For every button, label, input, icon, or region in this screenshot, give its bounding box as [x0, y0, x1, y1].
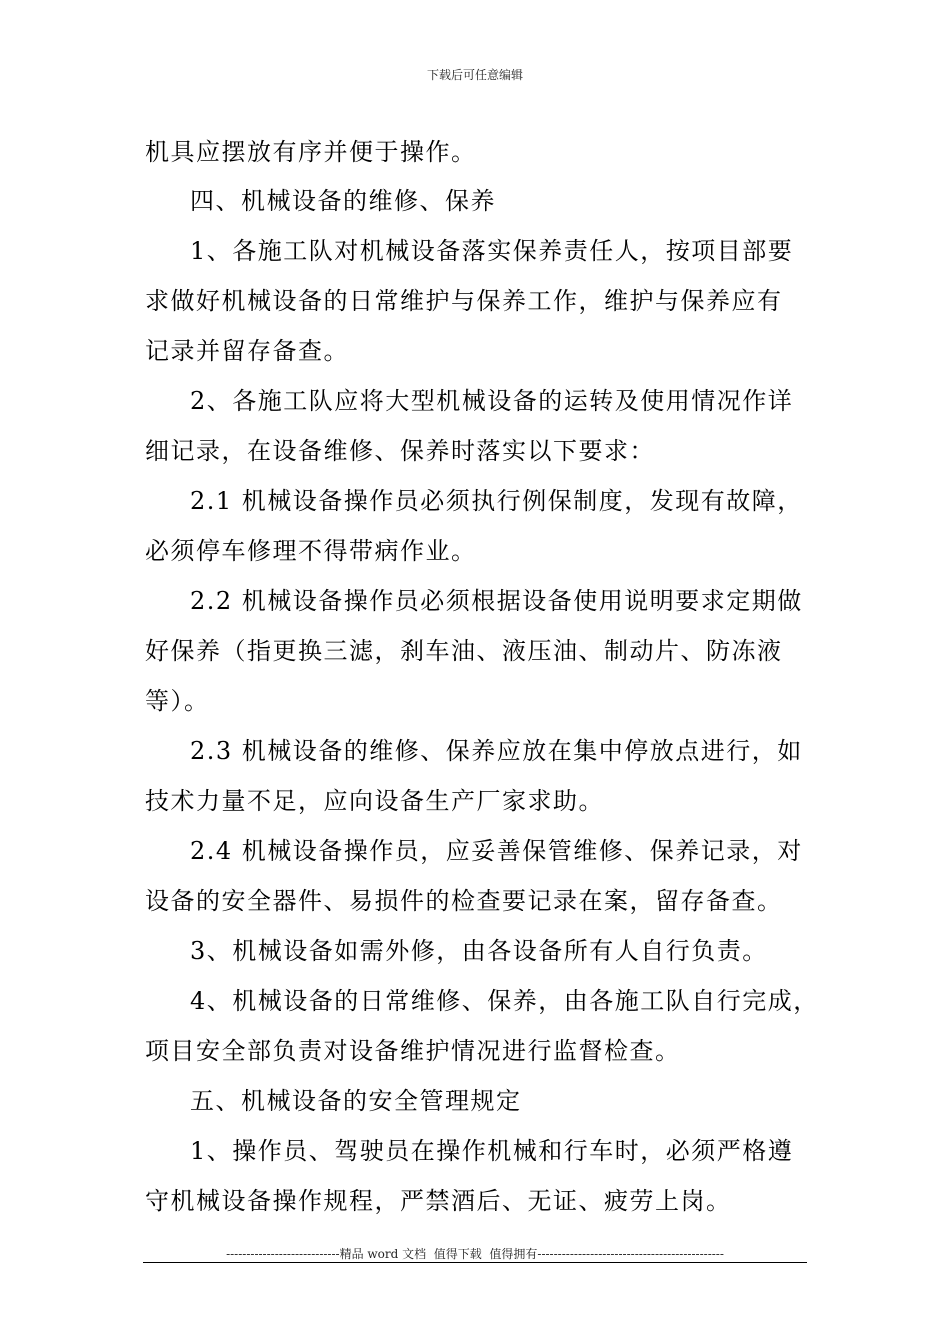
body-line: 2.3 机械设备的维修、保养应放在集中停放点进行，如: [190, 737, 803, 765]
body-line: 守机械设备操作规程，严禁酒后、无证、疲劳上岗。: [145, 1187, 732, 1215]
body-line: 机具应摆放有序并便于操作。: [145, 138, 477, 166]
body-line: 必须停车修理不得带病作业。: [145, 537, 477, 565]
body-line: 1、各施工队对机械设备落实保养责任人，按项目部要: [190, 237, 794, 265]
body-line: 2.1 机械设备操作员必须执行例保制度，发现有故障，: [190, 487, 803, 515]
body-line: 3、机械设备如需外修，由各设备所有人自行负责。: [190, 937, 768, 965]
body-line: 技术力量不足，应向设备生产厂家求助。: [145, 787, 604, 815]
body-line: 1、操作员、驾驶员在操作机械和行车时，必须严格遵: [190, 1137, 794, 1165]
body-line: 2、各施工队应将大型机械设备的运转及使用情况作详: [190, 387, 794, 415]
body-line: 求做好机械设备的日常维护与保养工作，维护与保养应有: [145, 287, 783, 315]
body-line: 记录并留存备查。: [145, 337, 349, 365]
body-line: 好保养（指更换三滤，刹车油、液压油、制动片、防冻液: [145, 637, 783, 665]
body-line: 等）。: [145, 687, 210, 715]
body-line: 2.4 机械设备操作员，应妥善保管维修、保养记录，对: [190, 837, 803, 865]
section-heading: 四、机械设备的维修、保养: [190, 187, 496, 215]
body-line: 4、机械设备的日常维修、保养，由各施工队自行完成，: [190, 987, 819, 1015]
body-line: 项目安全部负责对设备维护情况进行监督检查。: [145, 1037, 681, 1065]
body-line: 设备的安全器件、易损件的检查要记录在案，留存备查。: [145, 887, 783, 915]
body-line: 2.2 机械设备操作员必须根据设备使用说明要求定期做: [190, 587, 803, 615]
body-line: 细记录，在设备维修、保养时落实以下要求：: [145, 437, 655, 465]
footer-rule: [143, 1262, 807, 1263]
header-note: 下载后可任意编辑: [426, 68, 523, 82]
footer-text: ----------------------------精品 word 文档 值得下载 值得拥有----------------------------------------------: [226, 1247, 724, 1261]
section-heading: 五、机械设备的安全管理规定: [190, 1087, 522, 1115]
